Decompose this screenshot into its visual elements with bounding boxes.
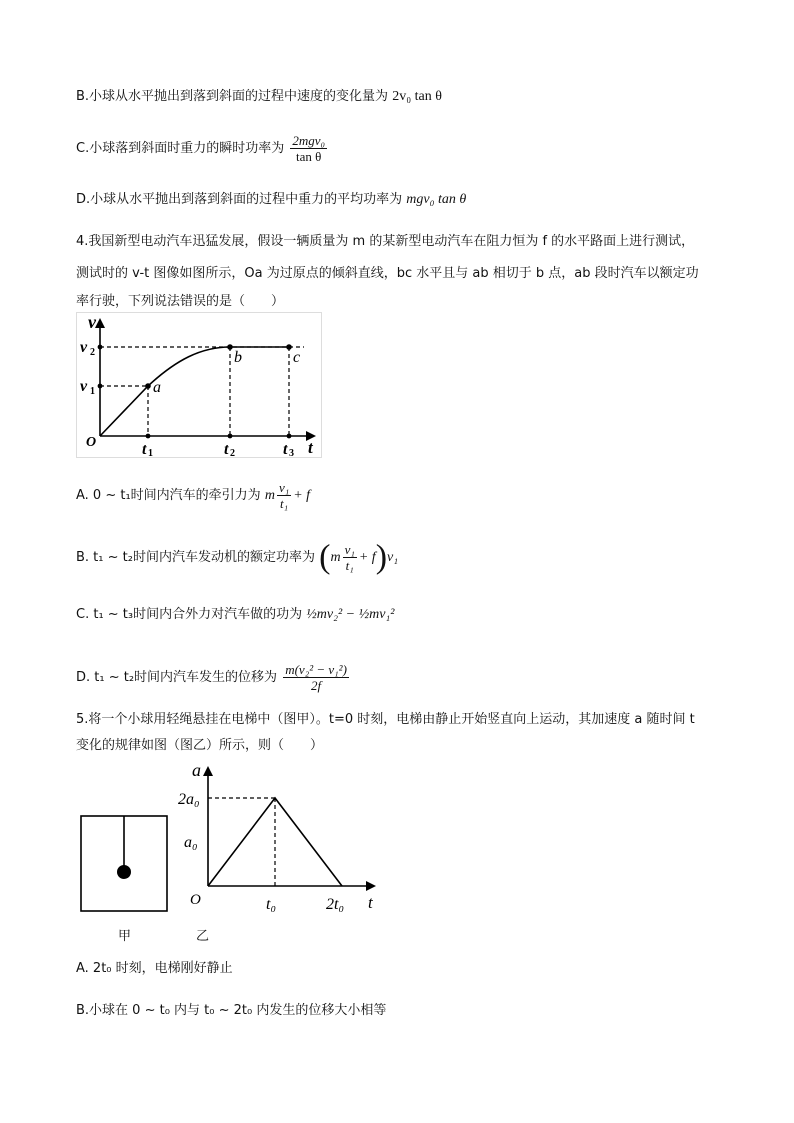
q4-stem-line2: 测试时的 v-t 图像如图所示，Oa 为过原点的倾斜直线，bc 水平且与 ab 相切于 b 点，ab 段时汽车以额定功 — [76, 266, 699, 281]
q5-stem-line2: 变化的规律如图（图乙）所示，则（ ） — [76, 738, 324, 753]
q5-figure-jia — [80, 815, 168, 912]
q4-option-c-formula: ½mv₂² − ½mv₁² — [306, 607, 395, 622]
q3-option-c-fraction: $\frac{\text{2mgv₀}}{\text{tan θ}}$ — [292, 133, 326, 164]
q4-graph-origin: O — [86, 435, 97, 450]
q3-option-c: C.小球落到斜面时重力的瞬时功率为 $\frac{\text{2mgv₀}}{\text{tan θ}}$ — [76, 133, 326, 164]
q5-option-a: A. 2t₀ 时刻，电梯刚好静止 — [76, 961, 233, 976]
q4-graph-point-c: c — [293, 349, 301, 366]
q4-graph-v2-label: v — [80, 339, 88, 356]
q5-at-graph — [178, 758, 383, 916]
q4-graph-t3-label: t — [283, 441, 288, 458]
q4-graph-t1-label: t — [142, 441, 147, 458]
q4-graph-y-axis-label: v — [88, 312, 96, 332]
q4-option-d-fraction: $\frac{\text{m(v₂² − v₁²)}}{2f}$ — [285, 662, 347, 693]
q4-option-b: B. t₁ ~ t₂时间内汽车发动机的额定功率为 (m $\frac{\text{v₁}}{\text{t₁}}$ + f)v₁ — [76, 538, 399, 576]
q5-option-b: B.小球在 0 ~ t₀ 内与 t₀ ~ 2t₀ 内发生的位移大小相等 — [76, 1003, 387, 1018]
q4-graph-point-a: a — [153, 379, 161, 396]
q4-graph-t3-sub: 3 — [289, 448, 294, 458]
q3-option-d-formula: mgv₀ tan θ — [406, 192, 467, 207]
q5-graph-origin: O — [190, 892, 201, 908]
q5-label-yi: 乙 — [196, 929, 210, 944]
q4-graph-v1-sub: 1 — [90, 386, 95, 397]
q5-graph-x-end-label: 2t₀ — [326, 896, 345, 913]
q4-option-a: A. 0 ~ t₁时间内汽车的牵引力为 m $\frac{\text{v₁}}{\text{t₁}}$ + f — [76, 480, 311, 511]
q5-graph-y-top-label: 2a₀ — [178, 791, 200, 808]
q4-graph-t1-sub: 1 — [148, 448, 153, 458]
ball-icon — [117, 865, 131, 879]
q4-option-b-fraction: $\frac{\text{v₁}}{\text{t₁}}$ — [344, 542, 355, 573]
q4-graph-x-axis-label: t — [308, 438, 313, 457]
q4-graph-v1-label: v — [80, 378, 88, 395]
q4-graph-v2-sub: 2 — [90, 347, 95, 358]
q3-option-b-formula: 2v₀ tan θ — [392, 89, 442, 104]
q5-label-jia: 甲 — [118, 929, 132, 944]
q4-stem-line1: 4.我国新型电动汽车迅猛发展，假设一辆质量为 m 的某新型电动汽车在阻力恒为 f 的水平路面上进行测试， — [76, 234, 695, 249]
q5-graph-x-mid-label: t₀ — [266, 896, 277, 913]
q4-graph-t2-label: t — [224, 441, 229, 458]
q4-option-d: D. t₁ ~ t₂时间内汽车发生的位移为 $\frac{\text{m(v₂² − v₁²)}}{2f}$ — [76, 662, 347, 693]
q5-graph-y-axis-label: a — [192, 760, 201, 780]
q4-option-a-fraction: $\frac{\text{v₁}}{\text{t₁}}$ — [278, 480, 290, 511]
q3-option-d: D.小球从水平抛出到落到斜面的过程中重力的平均功率为 mgv₀ tan θ — [76, 192, 467, 207]
q4-vt-graph — [76, 312, 322, 458]
q5-stem-line1: 5.将一个小球用轻绳悬挂在电梯中（图甲）。t=0 时刻，电梯由静止开始竖直向上运动，其加速度 a 随时间 t — [76, 712, 695, 727]
q4-graph-point-b: b — [234, 349, 242, 366]
q4-graph-t2-sub: 2 — [230, 448, 235, 458]
q5-graph-x-axis-label: t — [368, 893, 373, 912]
q3-option-b: B.小球从水平抛出到落到斜面的过程中速度的变化量为 2v₀ tan θ — [76, 89, 442, 104]
q4-option-c: C. t₁ ~ t₃时间内合外力对汽车做的功为 ½mv₂² − ½mv₁² — [76, 607, 395, 622]
q4-stem-line3: 率行驶，下列说法错误的是（ ） — [76, 294, 285, 309]
q5-graph-y-mid-label: a₀ — [184, 834, 198, 851]
